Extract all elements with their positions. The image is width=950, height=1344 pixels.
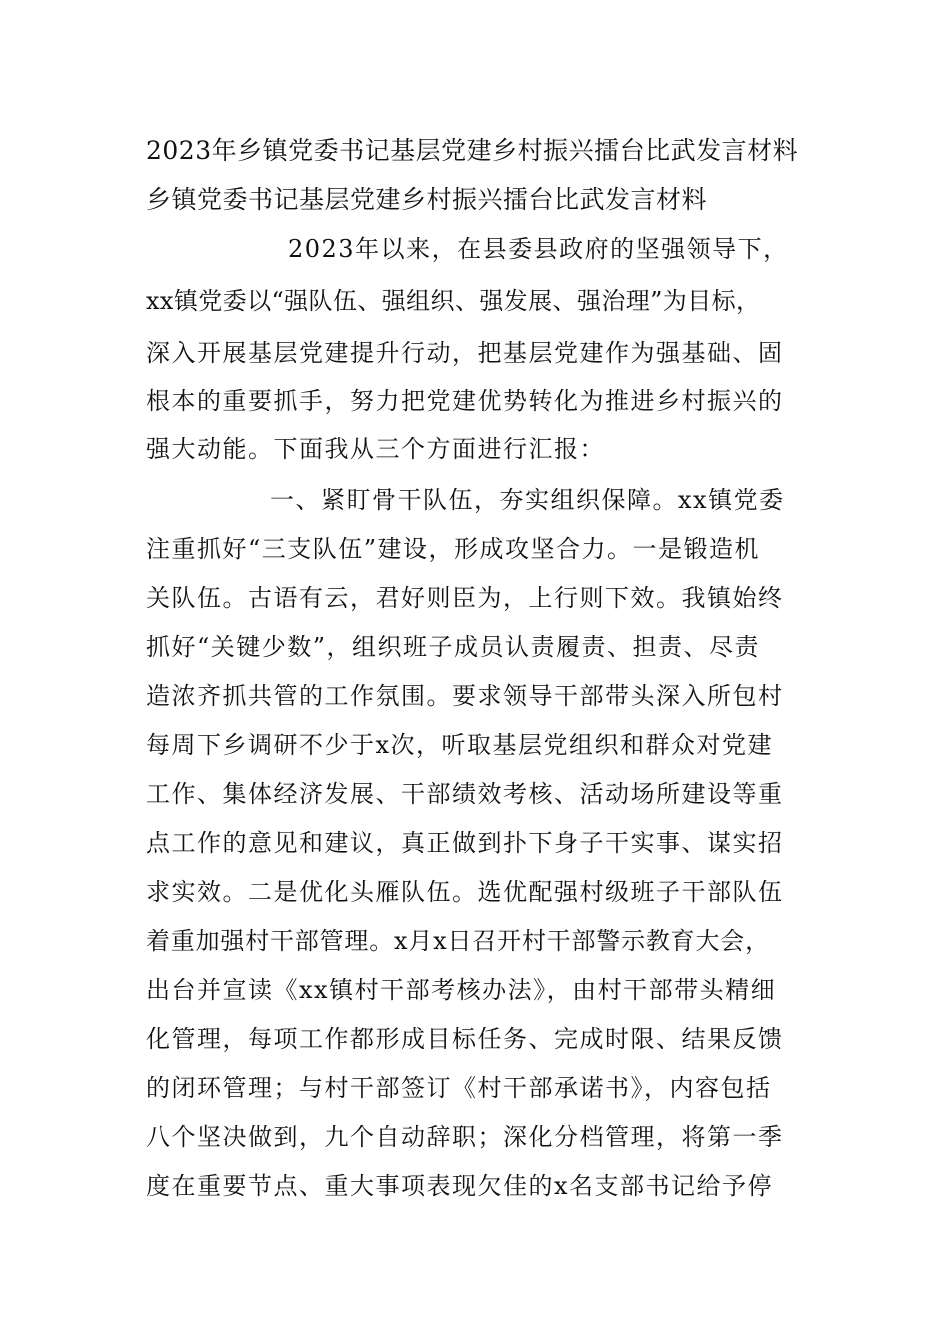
document-title: 2023年乡镇党委书记基层党建乡村振兴擂台比武发言材料 [146, 136, 799, 165]
paragraph-line: 造浓齐抓共管的工作氛围。要求领导干部带头深入所包村 [146, 682, 784, 710]
paragraph-line: 每周下乡调研不少于x次，听取基层党组织和群众对党建 [146, 731, 774, 759]
paragraph-line: 根本的重要抓手，努力把党建优势转化为推进乡村振兴的 [146, 387, 784, 415]
paragraph-line: 2023年以来，在县委县政府的坚强领导下， [288, 235, 789, 263]
paragraph-line: 关队伍。古语有云，君好则臣为，上行则下效。我镇始终 [146, 584, 784, 612]
paragraph-line: 抓好“关键少数”，组织班子成员认责履责、担责、尽责 [146, 633, 761, 661]
paragraph-line: 注重抓好“三支队伍”建设，形成攻坚合力。一是锻造机 [146, 535, 761, 563]
paragraph-line: 一、紧盯骨干队伍，夯实组织保障。xx镇党委 [270, 486, 785, 514]
paragraph-line: 工作、集体经济发展、干部绩效考核、活动场所建设等重 [146, 780, 784, 808]
paragraph-line: 出台并宣读《xx镇村干部考核办法》，由村干部带头精细 [146, 976, 777, 1004]
paragraph-line: 求实效。二是优化头雁队伍。选优配强村级班子干部队伍 [146, 878, 784, 906]
paragraph-line: 度在重要节点、重大事项表现欠佳的x名支部书记给予停 [146, 1172, 774, 1200]
paragraph-line: 点工作的意见和建议，真正做到扑下身子干实事、谋实招 [146, 829, 784, 857]
paragraph-line: 深入开展基层党建提升行动，把基层党建作为强基础、固 [146, 339, 784, 367]
paragraph-line: xx镇党委以“强队伍、强组织、强发展、强治理”为目标， [146, 287, 761, 315]
paragraph-line: 八个坚决做到，九个自动辞职；深化分档管理，将第一季 [146, 1123, 784, 1151]
paragraph-line: 着重加强村干部管理。x月x日召开村干部警示教育大会， [146, 927, 770, 955]
document-subtitle: 乡镇党委书记基层党建乡村振兴擂台比武发言材料 [146, 185, 708, 214]
paragraph-line: 化管理，每项工作都形成目标任务、完成时限、结果反馈 [146, 1025, 784, 1053]
paragraph-line: 的闭环管理；与村干部签订《村干部承诺书》，内容包括 [146, 1074, 772, 1102]
paragraph-line: 强大动能。下面我从三个方面进行汇报： [146, 435, 605, 463]
